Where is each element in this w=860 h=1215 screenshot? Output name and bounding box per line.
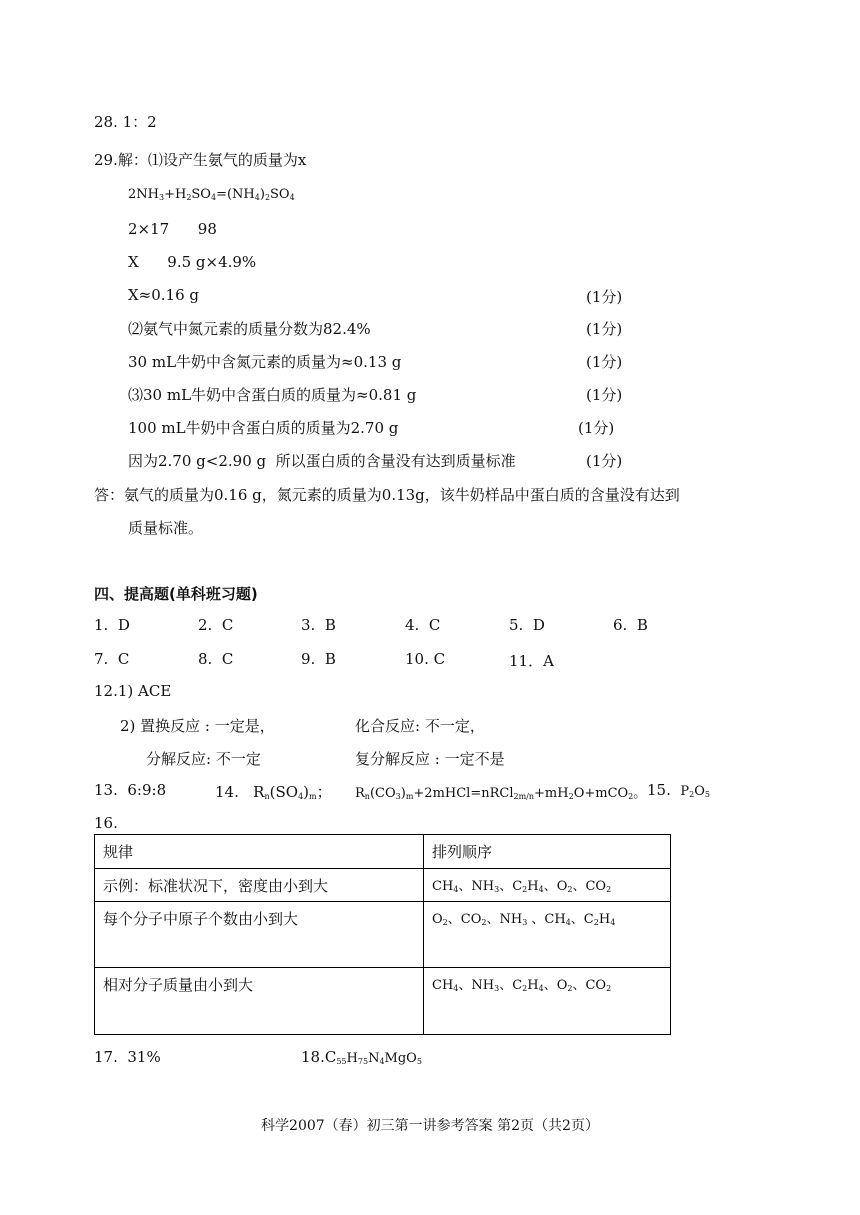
mc-answer-10: 10. C (405, 650, 446, 668)
table-row (95, 902, 671, 968)
q29-title: 29.解：⑴设产生氨气的质量为x (94, 151, 307, 169)
q12-part-2b: 化合反应: 不一定， (355, 717, 485, 735)
mc-answer-9: 9. B (301, 650, 336, 668)
q14-formula-2: $R_n(CO_3)_m+2mHCl=nRCl_{2m/n}+mH_2O+mCO_2$。 (355, 786, 647, 801)
q28: 28. 1：2 (94, 113, 157, 131)
page-footer: 科学2007（春）初三第一讲参考答案 第2页（共2页） (261, 1118, 599, 1134)
mc-answer-11: 11．A (509, 652, 554, 670)
q29-line-1: X≈0.16 g (128, 286, 200, 304)
table-cell-order: $O_2$、$CO_2$、$NH_3$ 、$CH_4$、$C_2H_4$ (424, 902, 671, 968)
q29-score-3: (1分) (586, 353, 623, 371)
q29-line-3: 30 mL牛奶中含氮元素的质量为≈0.13 g (128, 353, 402, 371)
q29-ratio-row: 2×17 98 (128, 220, 217, 238)
mc-answer-7: 7. C (94, 650, 130, 668)
mc-answer-4: 4. C (405, 616, 441, 634)
mc-answer-2: 2. C (198, 616, 234, 634)
table-cell-rule: 相对分子质量由小到大 (95, 968, 424, 1035)
q29-score-5: (1分) (578, 419, 615, 437)
q29-line-4: ⑶30 mL牛奶中含蛋白质的质量为≈0.81 g (128, 386, 417, 404)
table-cell-order: $CH_4$、$NH_3$、$C_2H_4$、$O_2$、$CO_2$ (424, 968, 671, 1035)
section-4-heading: 四、提高题(单科班习题) (94, 585, 258, 603)
q12-part-3b: 复分解反应 : 一定不是 (355, 750, 505, 768)
mc-answer-8: 8. C (198, 650, 234, 668)
q12-part-1: 12.1) ACE (94, 682, 172, 700)
q12-part-3a: 分解反应: 不一定 (146, 750, 261, 768)
table-header-rule: 规律 (95, 835, 424, 869)
q29-equation: $2NH_3+H_2SO_4=(NH_4)_2SO_4$ (128, 187, 295, 202)
q29-value-row: X 9.5 g×4.9% (128, 253, 257, 271)
table-cell-rule: 每个分子中原子个数由小到大 (95, 902, 424, 968)
q29-answer-line-2: 质量标准。 (128, 519, 204, 537)
q29-line-5: 100 mL牛奶中含蛋白质的质量为2.70 g (128, 419, 399, 437)
q29-answer-line-1: 答：氨气的质量为0.16 g，氮元素的质量为0.13g，该牛奶样品中蛋白质的含量没有达到 (94, 486, 680, 504)
q16-table (94, 834, 671, 1035)
table-row (95, 869, 671, 902)
mc-answer-5: 5. D (509, 616, 545, 634)
mc-answer-6: 6. B (613, 616, 648, 634)
mc-answer-1: 1. D (94, 616, 130, 634)
q29-score-4: (1分) (586, 386, 623, 404)
q29-score-1: (1分) (586, 288, 623, 306)
mc-answer-3: 3. B (301, 616, 336, 634)
q18-formula: $18.C_{55}H_{75}N_4MgO_5$ (301, 1048, 422, 1066)
table-header-order: 排列顺序 (424, 835, 671, 869)
q29-score-2: (1分) (586, 320, 623, 338)
q16-number: 16. (94, 814, 118, 832)
q29-line-6: 因为2.70 g<2.90 g 所以蛋白质的含量没有达到质量标准 (128, 452, 516, 470)
q29-score-6: (1分) (586, 452, 623, 470)
q15-formula: 15. $P_2O_5$ (647, 781, 711, 799)
q14-formula-1: 14. $R_n(SO_4)_m$； (215, 783, 332, 801)
table-cell-order: $CH_4$、$NH_3$、$C_2H_4$、$O_2$、$CO_2$ (424, 869, 671, 902)
q13-answer: 13. 6:9:8 (94, 781, 167, 799)
q12-part-2a: 2) 置换反应 : 一定是， (120, 717, 275, 735)
table-cell-rule: 示例：标准状况下，密度由小到大 (95, 869, 424, 902)
table-header-row (95, 835, 671, 869)
q29-line-2: ⑵氨气中氮元素的质量分数为82.4% (128, 320, 371, 338)
q17-answer: 17. 31% (94, 1048, 161, 1066)
table-row (95, 968, 671, 1035)
